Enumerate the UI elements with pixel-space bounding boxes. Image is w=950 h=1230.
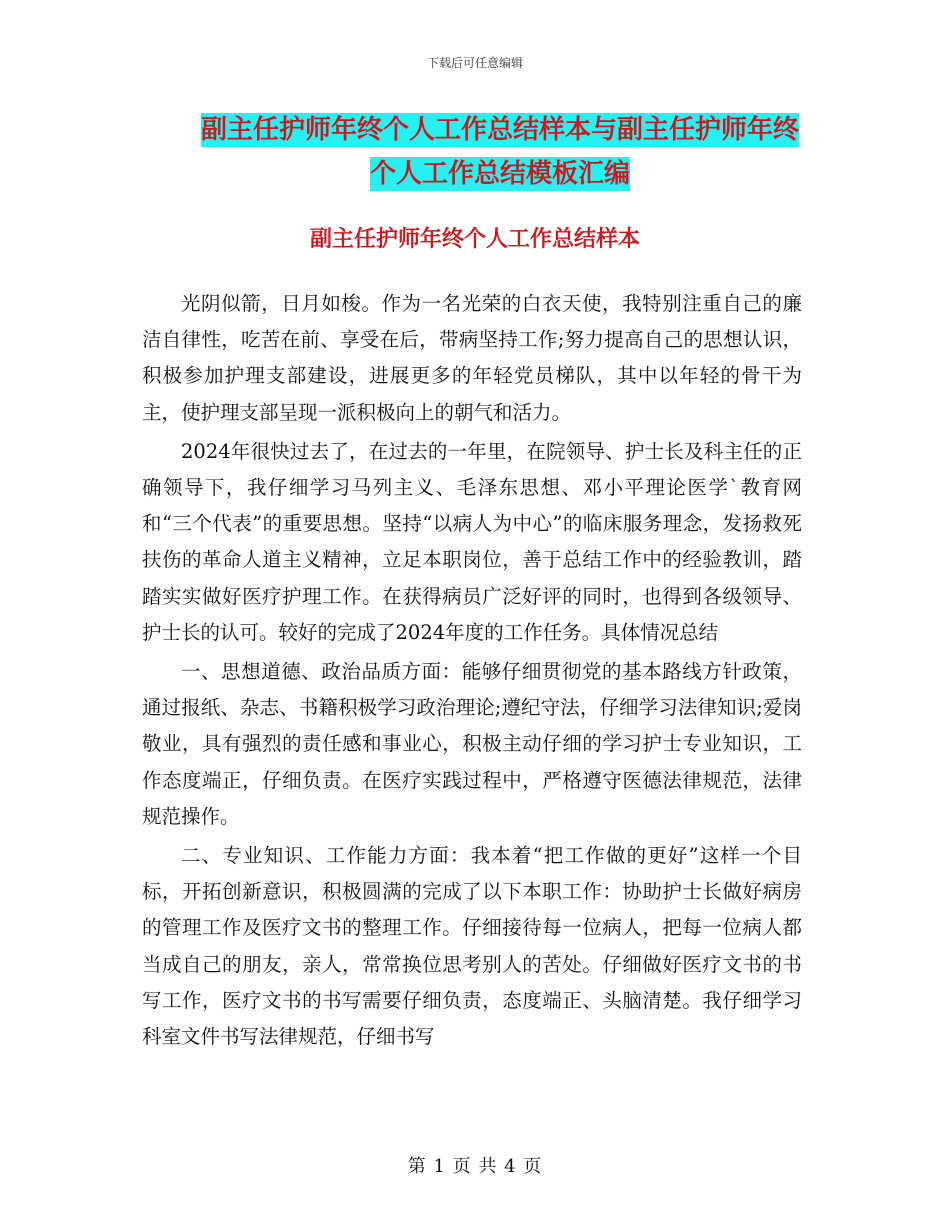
page-footer: 第 1 页 共 4 页	[407, 1156, 543, 1177]
document-body	[142, 286, 802, 1058]
section-title: 副主任护师年终个人工作总结样本	[309, 226, 640, 252]
main-title-line2: 个人工作总结模板汇编	[369, 159, 630, 189]
header-note: 下载后可任意编辑	[426, 56, 523, 70]
paragraph: 光阴似箭，日月如梭。作为一名光荣的白衣天使，我特别注重自己的廉洁自律性，吃苦在前、享受在后，带病坚持工作;努力提高自己的思想认识，积极参加护理支部建设，进展更多的年轻党员梯队，其中以年轻的骨干为主，使护理支部呈现一派积极向上的朝气和活力。	[142, 292, 802, 424]
paragraph: 2024年很快过去了，在过去的一年里，在院领导、护士长及科主任的正确领导下，我仔细学习马列主义、毛泽东思想、邓小平理论医学`教育网和“三个代表”的重要思想。坚持“以病人为中心”的临床服务理念，发扬救死扶伤的革命人道主义精神，立足本职岗位，善于总结工作中的经验教训，踏踏实实做好医疗护理工作。在获得病员广泛好评的同时，也得到各级领导、护士长的认可。较好的完成了2024年度的工作任务。具体情况总结	[142, 439, 802, 644]
main-title-line1: 副主任护师年终个人工作总结样本与副主任护师年终	[200, 115, 799, 145]
paragraph: 二、专业知识、工作能力方面：我本着“把工作做的更好”这样一个目标，开拓创新意识，积极圆满的完成了以下本职工作：协助护士长做好病房的管理工作及医疗文书的整理工作。仔细接待每一位病人，把每一位病人都当成自己的朋友，亲人，常常换位思考别人的苦处。仔细做好医疗文书的书写工作，医疗文书的书写需要仔细负责，态度端正、头脑清楚。我仔细学习科室文件书写法律规范，仔细书写	[142, 844, 802, 1049]
paragraph: 一、思想道德、政治品质方面：能够仔细贯彻党的基本路线方针政策，通过报纸、杂志、书籍积极学习政治理论;遵纪守法，仔细学习法律知识;爱岗敬业，具有强烈的责任感和事业心，积极主动仔细的学习护士专业知识，工作态度端正，仔细负责。在医疗实践过程中，严格遵守医德法律规范，法律规范操作。	[142, 660, 802, 828]
main-title	[170, 108, 830, 196]
